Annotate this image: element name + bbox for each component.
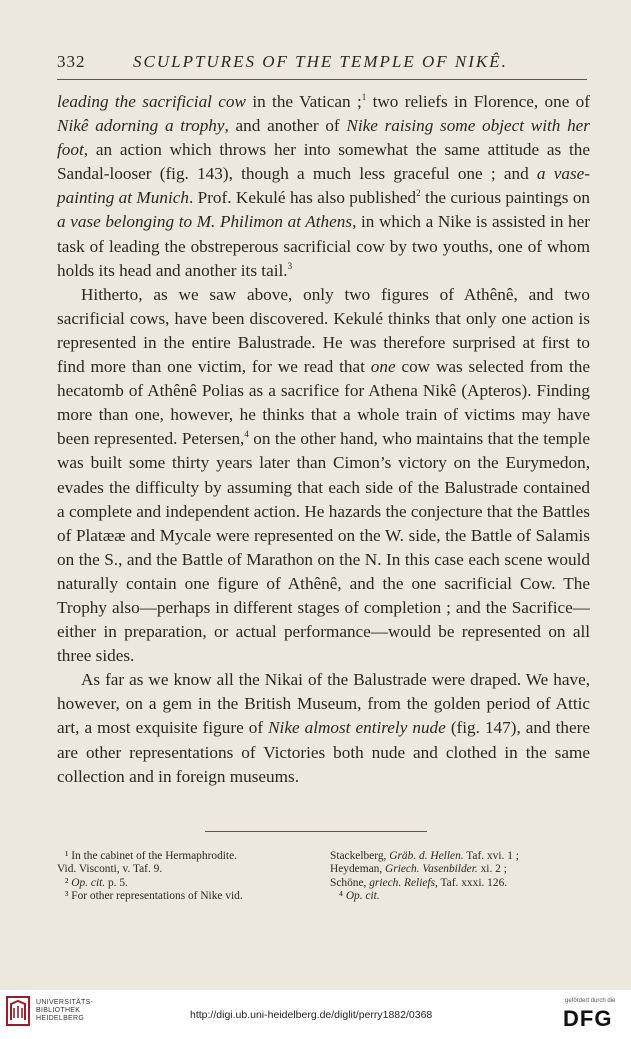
library-line: UNIVERSITÄTS- — [36, 999, 94, 1006]
footnote-line — [57, 890, 315, 903]
library-line: HEIDELBERG — [36, 1015, 85, 1022]
paragraph — [57, 90, 590, 283]
text-run: ³ For other representations of Nike vid. — [65, 890, 243, 903]
text-run: p. 5. — [105, 876, 128, 889]
footnote-line — [330, 863, 590, 876]
italic-phrase: a vase belonging to M. Philimon at Athens — [57, 212, 353, 232]
text-run: ⁴ — [339, 890, 346, 903]
italic-phrase: Op. cit. — [71, 876, 106, 889]
italic-phrase: Griech. Vasenbilder. — [385, 863, 478, 876]
italic-phrase: Nike raising some object with her foot — [57, 116, 590, 160]
page-header — [57, 52, 587, 78]
footnote-reference: 3 — [287, 260, 293, 271]
italic-phrase: griech. Reliefs — [369, 876, 436, 889]
text-run: ² — [65, 876, 72, 889]
text-run: on the other hand, who maintains that the temple was built some thirty years later than Cimon’s victory on the Eurymedon, evades the difficulty by assuming that each side of the Balustrade contained a complete and independent action. He hazards the conjecture that the Battles of Platææ and Mycale were represented on the W. side, the Battle of Salamis on the S., and the Battle of Marathon on the N. In this case each scene would naturally contain one figure of Athênê, and the one sacrificial Cow. The Trophy also—perhaps in different stages of completion ; and the Sacrifice—either in preparation, or actual performance—would be represented on all three sides. — [57, 429, 590, 666]
body-text — [57, 90, 590, 789]
footnote-line — [57, 850, 315, 863]
paragraph — [57, 283, 590, 669]
text-run: Schöne, — [330, 876, 370, 889]
running-title: SCULPTURES OF THE TEMPLE OF NIKÊ. — [133, 52, 508, 71]
paragraph — [57, 668, 590, 788]
text-run: As far as we know all the Nikai of the Balustrade were draped. We have, however, on a gem in the British Museum, from the golden period of Attic art, a most exquisite figure of — [57, 670, 590, 738]
footnote-line — [57, 877, 315, 890]
digitization-footer — [0, 990, 631, 1039]
footnote-line — [330, 890, 590, 903]
library-name — [36, 999, 93, 1023]
text-run: two reliefs in Florence, one of — [366, 92, 590, 111]
text-run: , an action which throws her into somewhat the same attitude as the Sandal-looser (fig. 143), though a much less graceful one ; and — [57, 140, 590, 184]
italic-phrase: Nikê adorning a trophy — [57, 116, 225, 136]
text-run: (fig. 147), and there are other representations of Victories both nude and clothed in the same collection and in foreign museums. — [57, 718, 590, 786]
footnote-reference: 1 — [361, 92, 367, 102]
text-run: the curious paintings on — [420, 188, 591, 208]
text-run: xi. 2 ; — [477, 863, 507, 876]
university-library-logo — [6, 996, 30, 1026]
library-line: BIBLIOTHEK — [36, 1007, 81, 1014]
text-run: . Prof. Kekulé has also published — [188, 188, 417, 208]
footnote-rule — [205, 831, 427, 832]
text-run: , and another of — [224, 116, 347, 136]
footnote-line — [330, 877, 590, 890]
italic-phrase: one — [370, 357, 396, 377]
footnotes-right-column — [330, 850, 590, 904]
footnote-line — [57, 863, 315, 876]
italic-phrase: a vase-painting at Munich — [57, 164, 591, 208]
text-run: cow was selected from the hecatomb of Athênê Polias as a sacrifice for Athena Nikê (Apteros). Finding more than one, however, he thinks that a whole train of victims may have been represented. Petersen, — [57, 357, 590, 449]
italic-phrase: Nike almost entirely nude — [268, 718, 446, 738]
footnote-reference: 4 — [244, 429, 249, 440]
text-run: ¹ In the cabinet of the Hermaphrodite. — [65, 850, 237, 862]
text-run: Vid. Visconti, v. Taf. 9. — [57, 863, 163, 876]
dfg-logo: DFG — [563, 1006, 613, 1031]
italic-phrase: Op. cit. — [345, 890, 380, 903]
text-run: Taf. xvi. 1 ; — [463, 850, 519, 862]
text-run: Hitherto, as we saw above, only two figures of Athênê, and two sacrificial cows, have been discovered. Kekulé thinks that only one action is represented in the entire Balustrade. He was therefore surprised at first to find more than one victim, for we read that — [57, 284, 590, 377]
header-rule — [57, 79, 587, 80]
footnote-reference: 2 — [416, 188, 421, 199]
text-run: Stackelberg, — [330, 850, 390, 862]
text-run: in the Vatican ; — [245, 92, 362, 111]
text-run: Heydeman, — [330, 863, 386, 876]
footnotes-left-column — [57, 850, 315, 904]
italic-phrase: leading the sacrificial cow — [57, 92, 246, 111]
text-run: , Taf. xxxi. 126. — [435, 876, 508, 889]
text-run: , in which a Nike is assisted in her task of leading the obstreperous sacrificial cow by two youths, one of whom holds its head and another its tail. — [57, 212, 590, 280]
footnote-line — [330, 850, 590, 863]
permalink-url[interactable]: http://digi.ub.uni-heidelberg.de/diglit/perry1882/0368 — [190, 1009, 433, 1021]
page-number: 332 — [57, 52, 86, 71]
italic-phrase: Gräb. d. Hellen. — [389, 850, 464, 862]
funded-by-label: gefördert durch die — [565, 998, 616, 1004]
